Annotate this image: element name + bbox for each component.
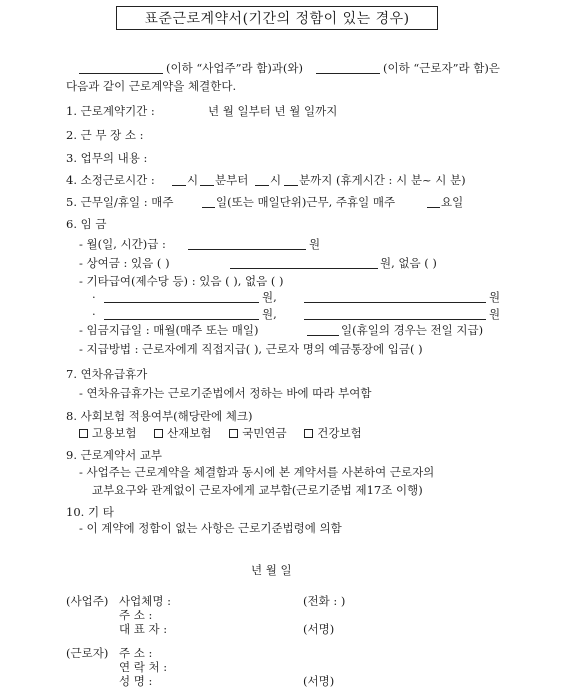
- item6-other-pay: - 기타급여(제수당 등) : 있음 ( ), 없음 ( ): [79, 274, 284, 288]
- item6-won-4: 원: [489, 307, 501, 321]
- item2-label: 2. 근 무 장 소 :: [66, 128, 144, 142]
- wage-blank: [188, 249, 306, 250]
- item6-won-2: 원: [489, 290, 501, 304]
- item6-wage-won: 원: [309, 237, 321, 251]
- intro-line2: 다음과 같이 근로계약을 체결한다.: [66, 79, 237, 93]
- item6-bonus-none: 원, 없음 ( ): [380, 256, 437, 270]
- employer-name-blank: [79, 73, 163, 74]
- employer-sign: (서명): [303, 622, 335, 636]
- item10-label: 10. 기 타: [66, 505, 114, 519]
- checkbox-health[interactable]: [304, 429, 313, 438]
- item6-won-1: 원,: [262, 290, 277, 304]
- item5-blank-1: [202, 207, 215, 208]
- bonus-blank: [230, 268, 378, 269]
- item4-blank-3: [255, 185, 269, 186]
- item4-min-from: 분부터: [215, 173, 249, 187]
- other-pay-blank-4: [304, 319, 486, 320]
- item1-label: 1. 근로계약기간 :: [66, 104, 155, 118]
- employer-role: (사업주): [66, 594, 109, 608]
- item7-label: 7. 연차유급휴가: [66, 367, 148, 381]
- item4-blank-1: [172, 185, 186, 186]
- other-pay-blank-2: [304, 302, 486, 303]
- checkbox-pension[interactable]: [229, 429, 238, 438]
- item6-pay-method: - 지급방법 : 근로자에게 직접지급( ), 근로자 명의 예금통장에 입금( ): [79, 342, 423, 356]
- item1-period: 년 월 일부터 년 월 일까지: [208, 104, 338, 118]
- document-title: [116, 6, 438, 30]
- document-title-text: 표준근로계약서(기간의 정함이 있는 경우): [144, 11, 410, 27]
- worker-role: (근로자): [66, 646, 109, 660]
- item4-blank-2: [200, 185, 214, 186]
- contract-date: 년 월 일: [251, 563, 292, 577]
- worker-address-label: 주 소 :: [119, 646, 153, 660]
- item6-won-3: 원,: [262, 307, 277, 321]
- item4-break: 분까지 (휴게시간 : 시 분~ 시 분): [299, 173, 466, 187]
- item6-dot-1: ·: [92, 290, 96, 304]
- employer-phone: (전화 : ): [303, 594, 346, 608]
- worker-name-label: 성 명 :: [119, 674, 153, 688]
- item9-text-2: 교부요구와 관계없이 근로자에게 교부함(근로기준법 제17조 이행): [92, 483, 423, 497]
- item6-label: 6. 임 금: [66, 217, 107, 231]
- other-pay-blank-3: [104, 319, 259, 320]
- item5-label: 5. 근무일/휴일 : 매주: [66, 195, 174, 209]
- item6-bonus: - 상여금 : 있음 ( ): [79, 256, 170, 270]
- item5-workdays: 일(또는 매일단위)근무, 주휴일 매주: [216, 195, 396, 209]
- employer-name-label: 사업체명 :: [119, 594, 171, 608]
- worker-contact-label: 연 락 처 :: [119, 660, 168, 674]
- item4-hour: 시: [187, 173, 199, 187]
- item6-dot-2: ·: [92, 307, 96, 321]
- employer-address-label: 주 소 :: [119, 608, 153, 622]
- checkbox-industrial[interactable]: [154, 429, 163, 438]
- intro-worker-text: (이하 “근로자”라 함)은: [383, 61, 500, 75]
- insurance-option-pension[interactable]: [229, 426, 286, 440]
- worker-sign: (서명): [303, 674, 335, 688]
- intro-employer-text: (이하 “사업주”라 함)과(와): [166, 61, 303, 75]
- insurance-option-employment[interactable]: [79, 426, 136, 440]
- other-pay-blank-1: [104, 302, 259, 303]
- item10-text: - 이 계약에 정함이 없는 사항은 근로기준법령에 의함: [79, 521, 342, 535]
- checkbox-industrial-label: 산재보험: [167, 426, 212, 440]
- checkbox-employment-label: 고용보험: [92, 426, 137, 440]
- worker-name-blank: [316, 73, 380, 74]
- item4-blank-4: [284, 185, 298, 186]
- item4-label: 4. 소정근로시간 :: [66, 173, 155, 187]
- insurance-option-health[interactable]: [304, 426, 361, 440]
- checkbox-employment[interactable]: [79, 429, 88, 438]
- payday-blank: [307, 335, 339, 336]
- item3-label: 3. 업무의 내용 :: [66, 151, 148, 165]
- employer-rep-label: 대 표 자 :: [119, 622, 168, 636]
- checkbox-pension-label: 국민연금: [242, 426, 287, 440]
- insurance-options: [79, 428, 362, 440]
- checkbox-health-label: 건강보험: [317, 426, 362, 440]
- insurance-option-industrial[interactable]: [154, 426, 211, 440]
- item5-weekday: 요일: [441, 195, 464, 209]
- item6-wage: - 월(일, 시간)급 :: [79, 237, 166, 251]
- item4-hour2: 시: [270, 173, 282, 187]
- item5-blank-2: [427, 207, 440, 208]
- item8-label: 8. 사회보험 적용여부(해당란에 체크): [66, 409, 253, 423]
- item9-label: 9. 근로계약서 교부: [66, 448, 163, 462]
- item6-payday-note: 일(휴일의 경우는 전일 지급): [341, 323, 484, 337]
- item7-text: - 연차유급휴가는 근로기준법에서 정하는 바에 따라 부여함: [79, 386, 372, 400]
- item6-payday: - 임금지급일 : 매월(매주 또는 매일): [79, 323, 259, 337]
- item9-text-1: - 사업주는 근로계약을 체결함과 동시에 본 계약서를 사본하여 근로자의: [79, 465, 435, 479]
